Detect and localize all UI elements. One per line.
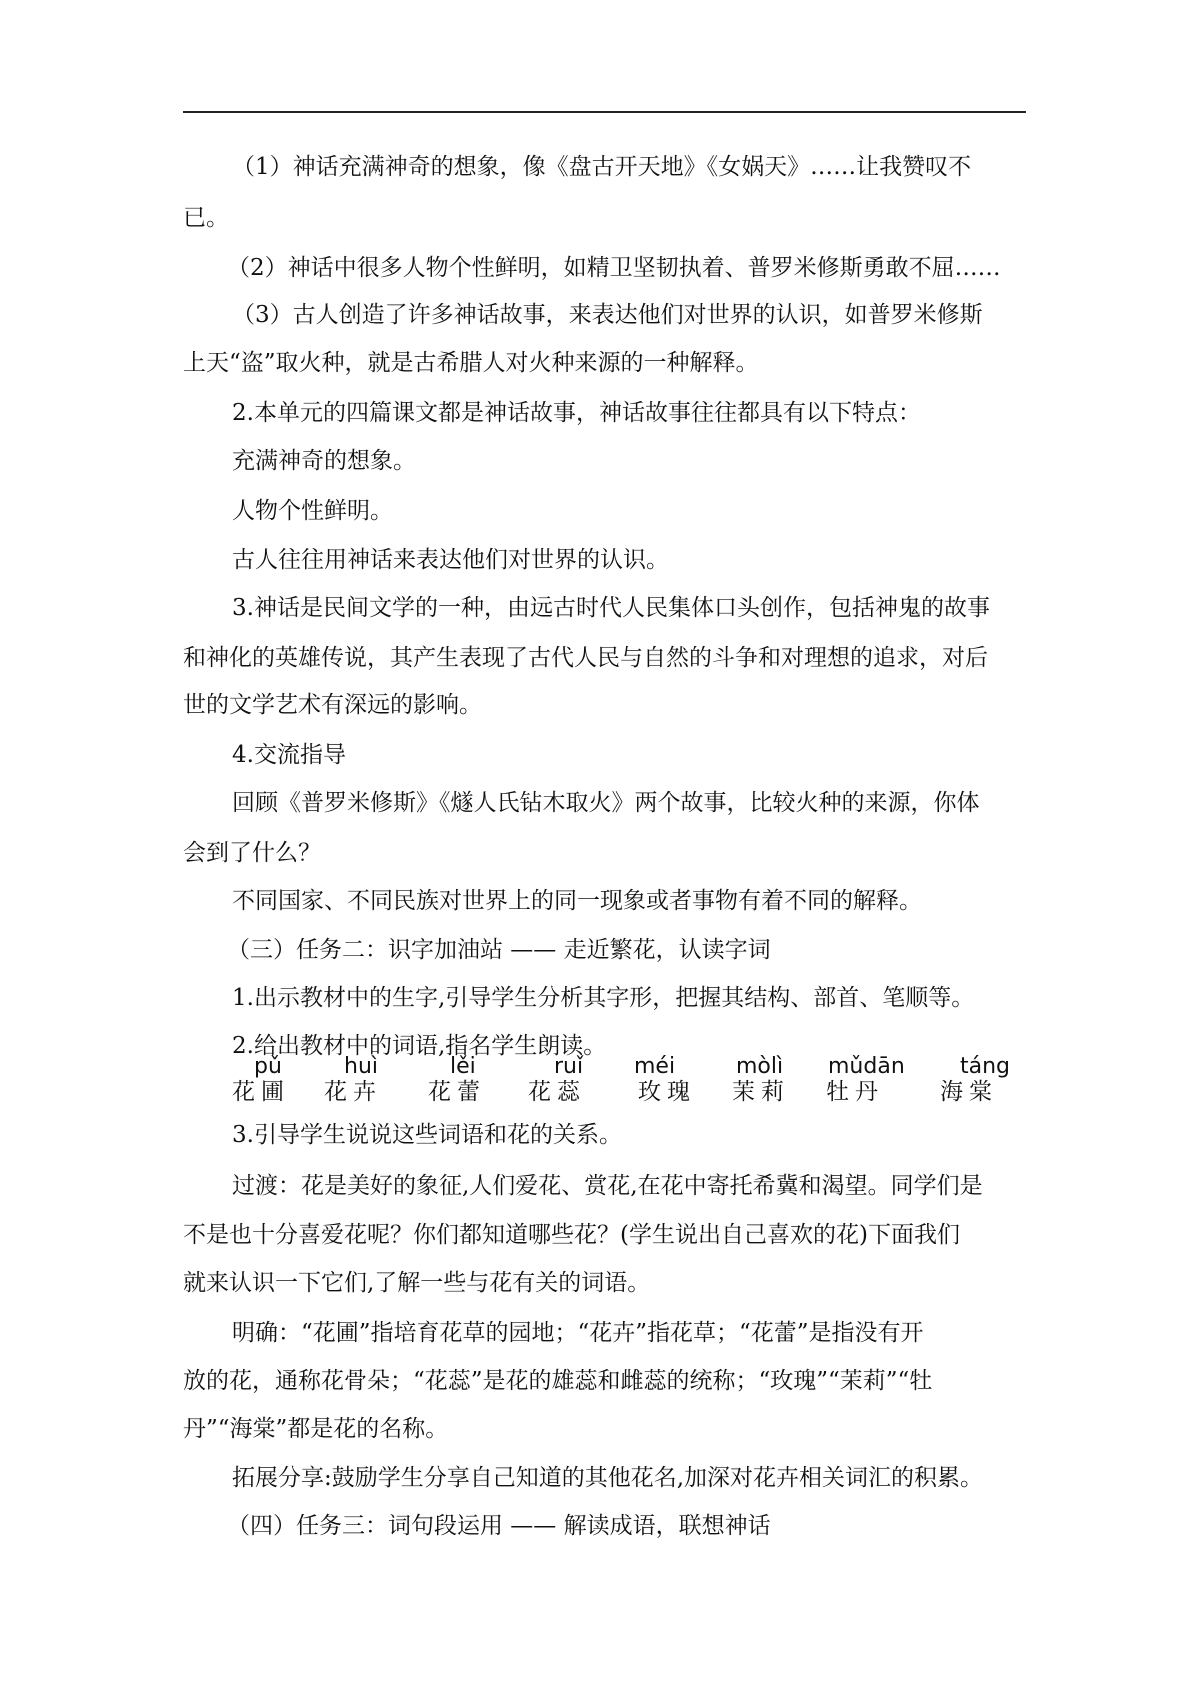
paragraph-line: 已。	[183, 205, 229, 231]
paragraph-line: 3.引导学生说说这些词语和花的关系。	[232, 1122, 622, 1148]
pinyin-annotation: ruǐ	[554, 1054, 584, 1079]
vocabulary-word: 花圃	[232, 1079, 290, 1105]
pinyin-annotation: mòlì	[736, 1054, 784, 1079]
section-heading: （四）任务三：词句段运用 —— 解读成语，联想神话	[227, 1513, 771, 1539]
section-heading: （三）任务二：识字加油站 —— 走近繁花，认读字词	[227, 937, 771, 963]
paragraph-line: 放的花，通称花骨朵；“花蕊”是花的雄蕊和雌蕊的统称；“玫瑰”“茉莉”“牡	[183, 1368, 933, 1394]
paragraph-line: 和神化的英雄传说，其产生表现了古代人民与自然的斗争和对理想的追求，对后	[183, 645, 988, 671]
paragraph-line: 明确：“花圃”指培育花草的园地；“花卉”指花草；“花蕾”是指没有开	[232, 1320, 924, 1346]
paragraph-line: 世的文学艺术有深远的影响。	[183, 692, 482, 718]
pinyin-annotation: pǔ	[254, 1054, 282, 1079]
paragraph-line: 2.本单元的四篇课文都是神话故事，神话故事往往都具有以下特点：	[232, 400, 921, 426]
paragraph-line: 不同国家、不同民族对世界上的同一现象或者事物有着不同的解释。	[232, 888, 922, 914]
vocabulary-row	[232, 1077, 1032, 1107]
paragraph-line: （3）古人创造了许多神话故事，来表达他们对世界的认识，如普罗米修斯	[232, 302, 983, 328]
paragraph-line: （1）神话充满神奇的想象，像《盘古开天地》《女娲天》……让我赞叹不	[232, 154, 972, 180]
paragraph-line: 拓展分享:鼓励学生分享自己知道的其他花名,加深对花卉相关词汇的积累。	[232, 1465, 984, 1491]
paragraph-line: 回顾《普罗米修斯》《燧人氏钻木取火》两个故事，比较火种的来源，你体	[232, 790, 980, 816]
vocabulary-word: 茉莉	[732, 1079, 790, 1105]
pinyin-annotation: lěi	[450, 1054, 476, 1079]
vocabulary-word: 玫瑰	[638, 1079, 696, 1105]
vocabulary-word: 花蕾	[428, 1079, 486, 1105]
vocabulary-word: 花蕊	[528, 1079, 586, 1105]
vocabulary-word: 花卉	[324, 1079, 382, 1105]
pinyin-annotation: táng	[960, 1054, 1011, 1079]
pinyin-annotation: mǔdān	[828, 1054, 905, 1079]
paragraph-line: （2）神话中很多人物个性鲜明，如精卫坚韧执着、普罗米修斯勇敢不屈……	[227, 255, 1001, 281]
paragraph-line: 不是也十分喜爱花呢？你们都知道哪些花？(学生说出自己喜欢的花)下面我们	[183, 1222, 960, 1248]
paragraph-line: 过渡：花是美好的象征,人们爱花、赏花,在花中寄托希冀和渴望。同学们是	[232, 1173, 983, 1199]
pinyin-annotation: huì	[344, 1054, 378, 1079]
paragraph-line: 人物个性鲜明。	[232, 498, 393, 524]
paragraph-line: 充满神奇的想象。	[232, 448, 416, 474]
paragraph-line: 2.给出教材中的词语,指名学生朗读。	[232, 1033, 607, 1059]
paragraph-line: 古人往往用神话来表达他们对世界的认识。	[232, 547, 669, 573]
header-rule	[183, 111, 1026, 113]
paragraph-line: 1.出示教材中的生字,引导学生分析其字形，把握其结构、部首、笔顺等。	[232, 985, 975, 1011]
paragraph-line: 4.交流指导	[232, 742, 346, 768]
pinyin-annotation: méi	[634, 1054, 676, 1079]
vocabulary-word: 海棠	[940, 1079, 998, 1105]
paragraph-line: 会到了什么？	[183, 840, 321, 866]
vocabulary-word: 牡丹	[826, 1079, 884, 1105]
paragraph-line: 就来认识一下它们,了解一些与花有关的词语。	[183, 1270, 651, 1296]
paragraph-line: 丹”“海棠”都是花的名称。	[183, 1416, 449, 1442]
paragraph-line: 3.神话是民间文学的一种，由远古时代人民集体口头创作，包括神鬼的故事	[232, 595, 990, 621]
paragraph-line: 上天“盗”取火种，就是古希腊人对火种来源的一种解释。	[183, 350, 759, 376]
